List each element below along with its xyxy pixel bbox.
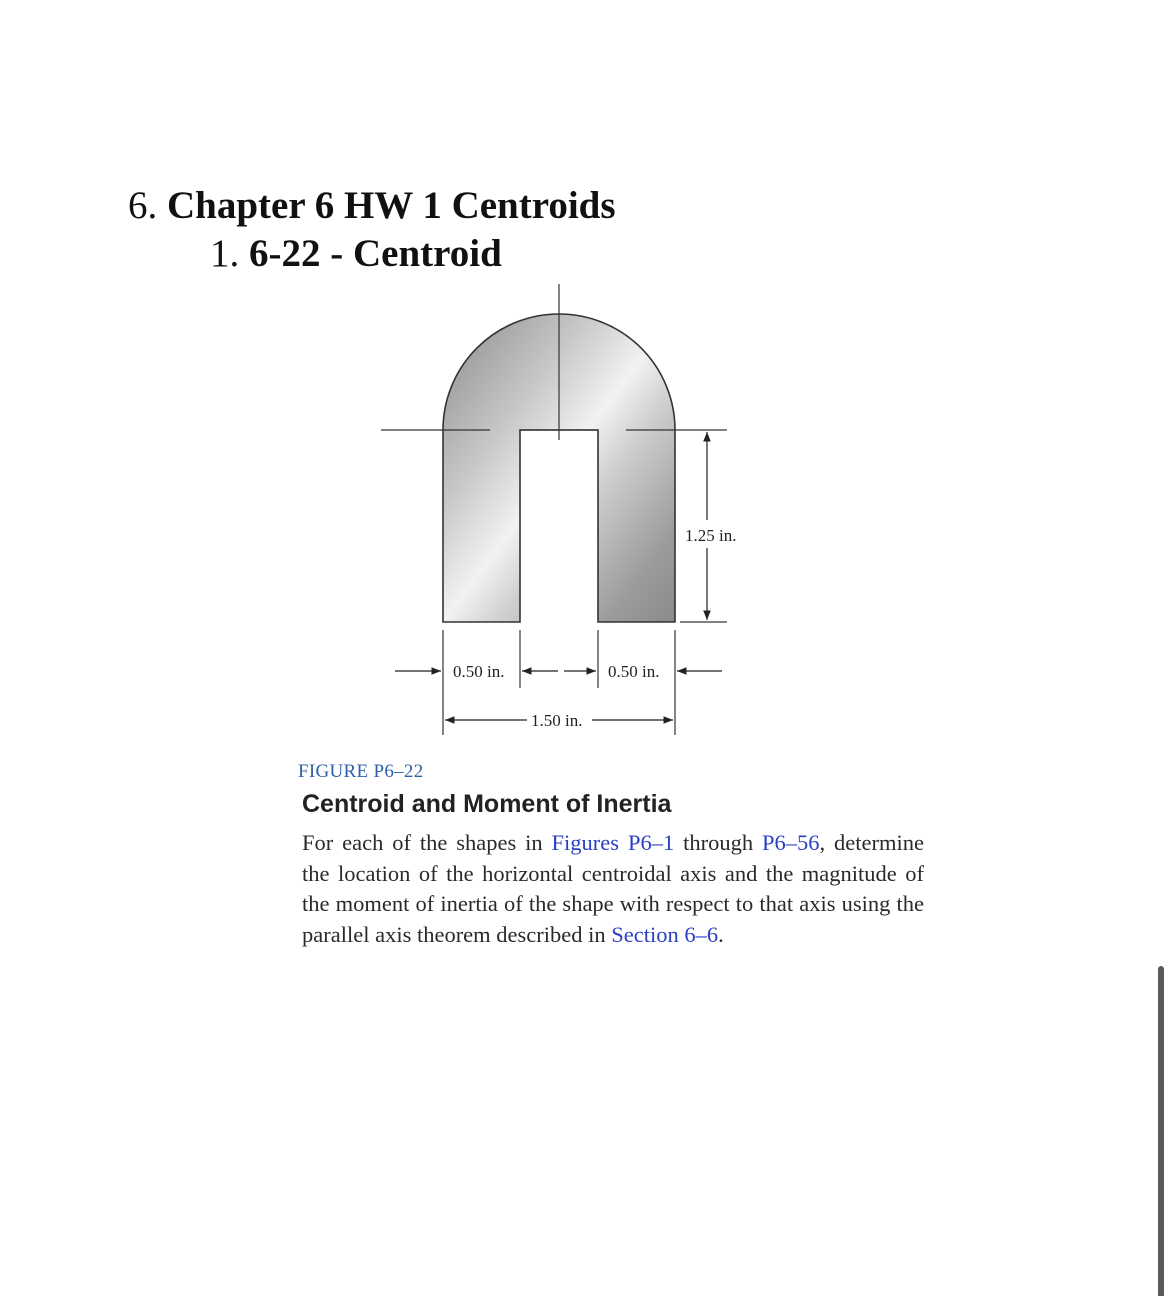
scrollbar[interactable] — [1158, 966, 1164, 1296]
height-dimension-label: 1.25 in. — [685, 526, 737, 545]
problem-text-2: through — [674, 830, 763, 855]
right-leg-width-label: 0.50 in. — [608, 662, 660, 681]
outline-item-title: Chapter 6 HW 1 Centroids — [167, 184, 616, 227]
problem-statement — [302, 828, 924, 950]
outline-subitem-number: 1. — [210, 232, 240, 275]
outline-item-number: 6. — [128, 184, 158, 227]
problem-text-4: . — [718, 921, 724, 947]
outline-subitem-title: 6-22 - Centroid — [249, 232, 502, 275]
problem-text-1: For each of the shapes in — [302, 830, 552, 855]
problem-text-3: , determine the location of the horizontal centroidal axis and the magnitude of the moment of inertia of the shape with respect to that axis using the parallel axis theorem described in — [302, 830, 925, 947]
figures-p6-1-link[interactable]: Figures P6–1 — [551, 830, 675, 855]
p6-56-link[interactable]: P6–56 — [762, 830, 820, 855]
problem-title: Centroid and Moment of Inertia — [302, 790, 672, 818]
section-6-6-link[interactable]: Section 6–6 — [611, 921, 719, 947]
figure-caption: FIGURE P6–22 — [298, 761, 424, 782]
left-leg-width-label: 0.50 in. — [453, 662, 505, 681]
overall-width-label: 1.50 in. — [531, 711, 583, 730]
